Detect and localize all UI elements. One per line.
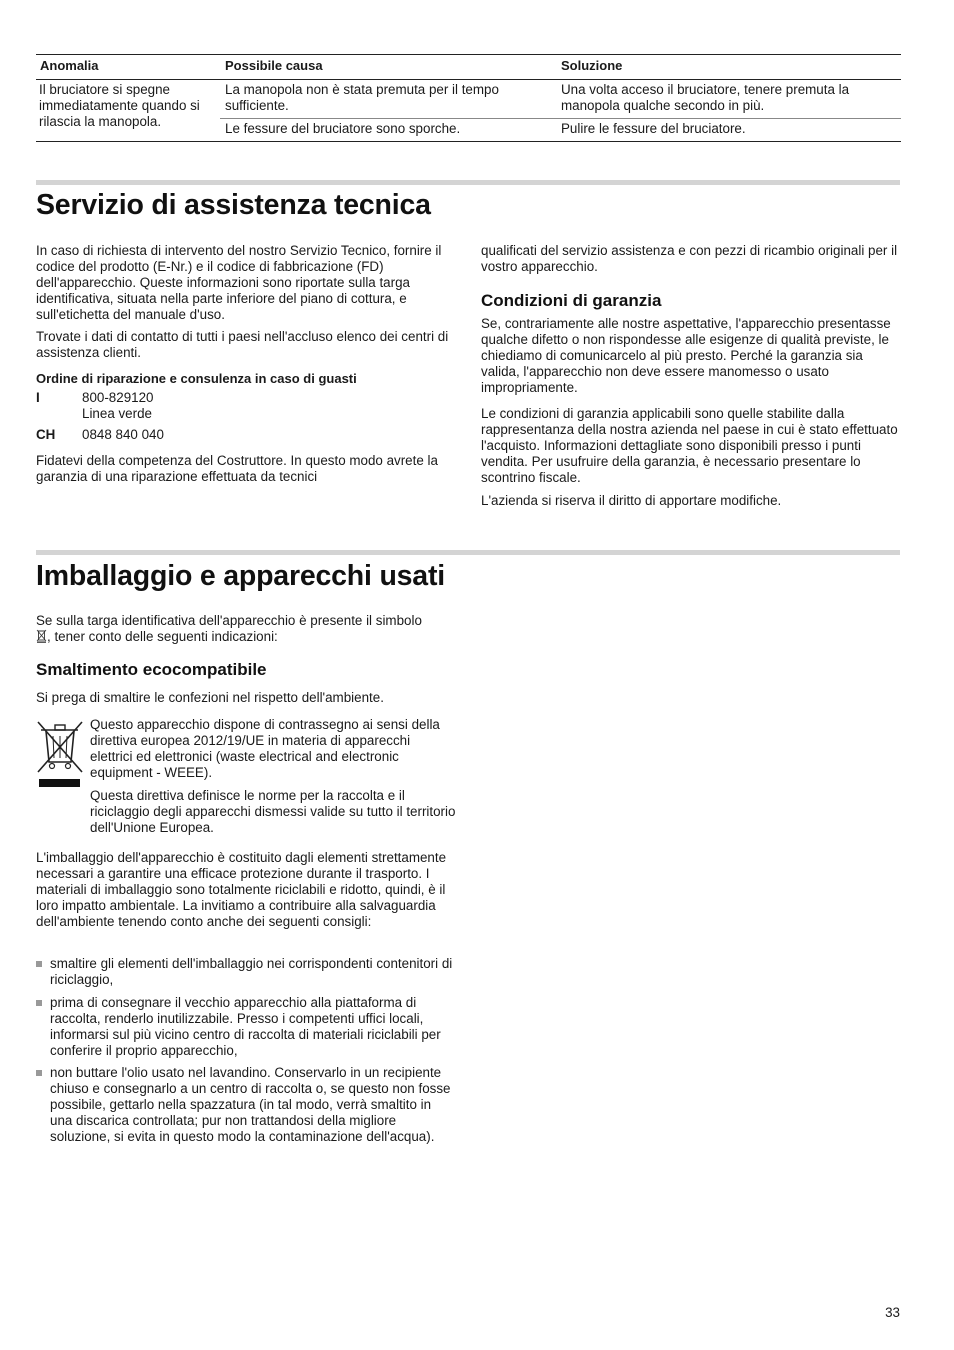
eco-title: Smaltimento ecocompatibile [36, 660, 267, 679]
section-divider [36, 550, 900, 555]
table-row-rule [220, 118, 901, 119]
warranty-paragraph: Se, contrariamente alle nostre aspettative, l'apparecchio presentasse qualche difetto o non rispondesse alle esigenze di qualità previste, le chiediamo di comunicarcelo al più presto. Perché la garanzia sia valida, l'apparecchio non deve essere manomesso o usato impropriamente. [481, 316, 891, 395]
list-item-text: non buttare l'olio usato nel lavandino. Conservarlo in un recipiente chiuso e consegnarlo a un centro di raccolta o, se questo non fosse possibile, gettarlo nella spazzatura (in tal modo, verrà smaltito in una discarica controllata; pur non trattandosi della migliore soluzione, si evita in questo modo la contaminazione dell'acqua). [50, 1065, 451, 1144]
packaging-intro-text: , tener conto delle seguenti indicazioni: [47, 629, 278, 644]
packaging-paragraph: L'imballaggio dell'apparecchio è costituito dagli elementi strettamente necessari a garantire una efficace protezione durante il trasporto. I materiali di imballaggio sono totalmente riciclabili e ridotto, quindi, è il loro impatto ambientale. La invitiamo a contribuire alla salvaguardia dell'ambiente tenendo conto anche dei seguenti consigli: [36, 850, 447, 929]
page-number: 33 [885, 1305, 900, 1320]
service-paragraph: Trovate i dati di contatto di tutti i paesi nell'accluso elenco dei centri di assistenza clienti. [36, 329, 449, 360]
table-cell-solution: Una volta acceso il bruciatore, tenere premuta la manopola qualche secondo in più. [561, 82, 850, 113]
crossed-bin-small-icon [36, 629, 47, 647]
table-top-rule [36, 54, 901, 55]
table-cell-cause: Le fessure del bruciatore sono sporche. [225, 121, 461, 136]
table-header-soluzione: Soluzione [561, 58, 623, 73]
bullet-square-icon [36, 1000, 42, 1006]
eco-paragraph: Si prega di smaltire le confezioni nel rispetto dell'ambiente. [36, 690, 384, 705]
service-paragraph-continued: qualificati del servizio assistenza e con pezzi di ricambio originali per il vostro apparecchio. [481, 243, 898, 274]
warranty-title: Condizioni di garanzia [481, 291, 662, 310]
service-paragraph: Fidatevi della competenza del Costruttore. In questo modo avrete la garanzia di una riparazione effettuata da tecnici [36, 453, 438, 484]
bullet-square-icon [36, 961, 42, 967]
table-cell-fault: Il bruciatore si spegne immediatamente quando si rilascia la manopola. [39, 82, 200, 129]
contact-note: Linea verde [82, 406, 152, 421]
contact-number: 0848 840 040 [82, 427, 164, 442]
table-cell-cause: La manopola non è stata premuta per il tempo sufficiente. [225, 82, 499, 113]
contact-country: CH [36, 427, 56, 442]
packaging-intro [36, 613, 426, 647]
weee-paragraph: Questa direttiva definisce le norme per la raccolta e il riciclaggio degli apparecchi dismessi valide su tutto il territorio dell'Unione Europea. [90, 788, 456, 835]
section-title-packaging: Imballaggio e apparecchi usati [36, 560, 445, 592]
table-cell-solution: Pulire le fessure del bruciatore. [561, 121, 746, 136]
warranty-paragraph: Le condizioni di garanzia applicabili sono quelle stabilite dalla rappresentanza della nostra azienda nel paese in cui è stato effettuato l'acquisto. Informazioni dettagliate sono disponibili presso i punti vendita. Per usufruire della garanzia, è necessario presentare lo scontrino fiscale. [481, 406, 898, 485]
weee-paragraph: Questo apparecchio dispone di contrassegno ai sensi della direttiva europea 2012/19/UE in materia di apparecchi elettrici ed elettronici (waste electrical and electronic equipment - WEEE). [90, 717, 440, 780]
table-header-rule [36, 79, 901, 80]
warranty-paragraph: L'azienda si riserva il diritto di apportare modifiche. [481, 493, 782, 508]
order-title: Ordine di riparazione e consulenza in caso di guasti [36, 371, 357, 386]
section-title-service: Servizio di assistenza tecnica [36, 189, 431, 221]
bullet-square-icon [36, 1070, 42, 1076]
contact-number: 800-829120 [82, 390, 154, 405]
table-header-anomalia: Anomalia [40, 58, 99, 73]
contact-country: I [36, 390, 40, 405]
table-header-causa: Possibile causa [225, 58, 323, 73]
table-bottom-rule [36, 141, 901, 142]
list-item-text: smaltire gli elementi dell'imballaggio nei corrispondenti contenitori di riciclaggio, [50, 956, 453, 987]
list-item-text: prima di consegnare il vecchio apparecchio alla piattaforma di raccolta, renderlo inutilizzabile. Presso i competenti uffici locali, informarsi sul più vicino centro di raccolta di materiali riciclabili per conferire il proprio apparecchio, [50, 995, 441, 1058]
packaging-intro-text: Se sulla targa identificativa dell'apparecchio è presente il simbolo [36, 613, 422, 628]
service-paragraph: In caso di richiesta di intervento del nostro Servizio Tecnico, fornire il codice del prodotto (E-Nr.) e il codice di fabbricazione (FD) dell'apparecchio. Queste informazioni sono riportate sulla targa identificativa, situata nella parte inferiore del piano di cottura, e sull'etichetta del manuale d'uso. [36, 243, 442, 322]
section-divider [36, 180, 900, 185]
weee-crossed-bin-icon [36, 718, 84, 794]
